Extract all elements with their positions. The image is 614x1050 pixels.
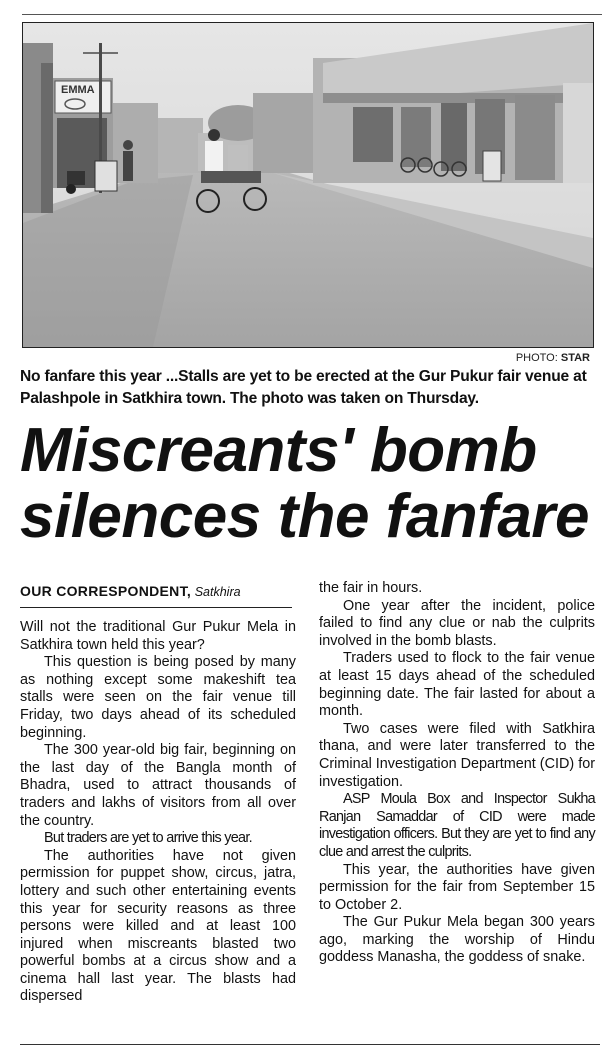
byline-rule — [20, 607, 292, 608]
paragraph: The authorities have not given permission for puppet show, circus, jatra, lottery and such other entertaining events this year for security reasons as three persons were killed and at least 100 injured when miscreants blasted two powerful bombs at a circus show and a cinema hall last year. The blasts had dispersed — [20, 847, 296, 1005]
paragraph: Traders used to flock to the fair venue at least 15 days ahead of the scheduled beginning date. The fair lasted for about a month. — [319, 650, 595, 720]
paragraph: This question is being posed by many as nothing except some makeshift tea stalls were seen on the fair venue till Friday, two days ahead of its scheduled beginning. — [20, 654, 296, 741]
photo-credit-label: PHOTO: — [515, 352, 558, 364]
photo-caption: No fanfare this year ...Stalls are yet to be erected at the Gur Pukur fair venue at Palashpole in Satkhira town. The photo was taken on Thursday. — [20, 368, 587, 407]
photo-credit — [516, 352, 590, 364]
byline — [20, 583, 292, 599]
headline-line-2: silences the fanfare — [20, 482, 589, 551]
paragraph: Will not the traditional Gur Pukur Mela in Satkhira town held this year? — [20, 619, 296, 653]
headline — [20, 418, 610, 550]
headline-line-1: Miscreants' bomb — [20, 416, 537, 485]
street-scene-illustration — [23, 23, 593, 347]
shop-sign-text: EMMA — [61, 84, 95, 96]
article-column-1 — [20, 619, 296, 1006]
paragraph: The 300 year-old big fair, beginning on the last day of the Bangla month of Bhadra, used to attract thousands of traders and lakhs of visitors from all over the country. — [20, 742, 296, 829]
paragraph: But traders are yet to arrive this year. — [44, 830, 252, 847]
paragraph: This year, the authorities have given permission for the fair from September 15 to October 2. — [319, 861, 595, 913]
article-column-2 — [319, 580, 595, 967]
byline-place: Satkhira — [194, 585, 241, 599]
bottom-rule — [20, 1044, 600, 1045]
paragraph: ASP Moula Box and Inspector Sukha Ranjan Samaddar of CID were made investigation officers. But they are yet to find any clue and arrest the culprits. — [319, 791, 595, 860]
byline-name: OUR CORRESPONDENT, — [20, 583, 192, 599]
paragraph: One year after the incident, police failed to find any clue or nab the culprits involved in the bomb blasts. — [319, 597, 595, 649]
paragraph: The Gur Pukur Mela began 300 years ago, marking the worship of Hindu goddess Manasha, the goddess of snake. — [319, 914, 595, 966]
paragraph: the fair in hours. — [319, 580, 423, 596]
paragraph: Two cases were filed with Satkhira thana, and were later transferred to the Criminal Investigation Department (CID) for investigation. — [319, 720, 595, 790]
photo-credit-source: STAR — [560, 352, 590, 364]
top-rule — [22, 14, 602, 15]
news-photo — [22, 22, 594, 348]
